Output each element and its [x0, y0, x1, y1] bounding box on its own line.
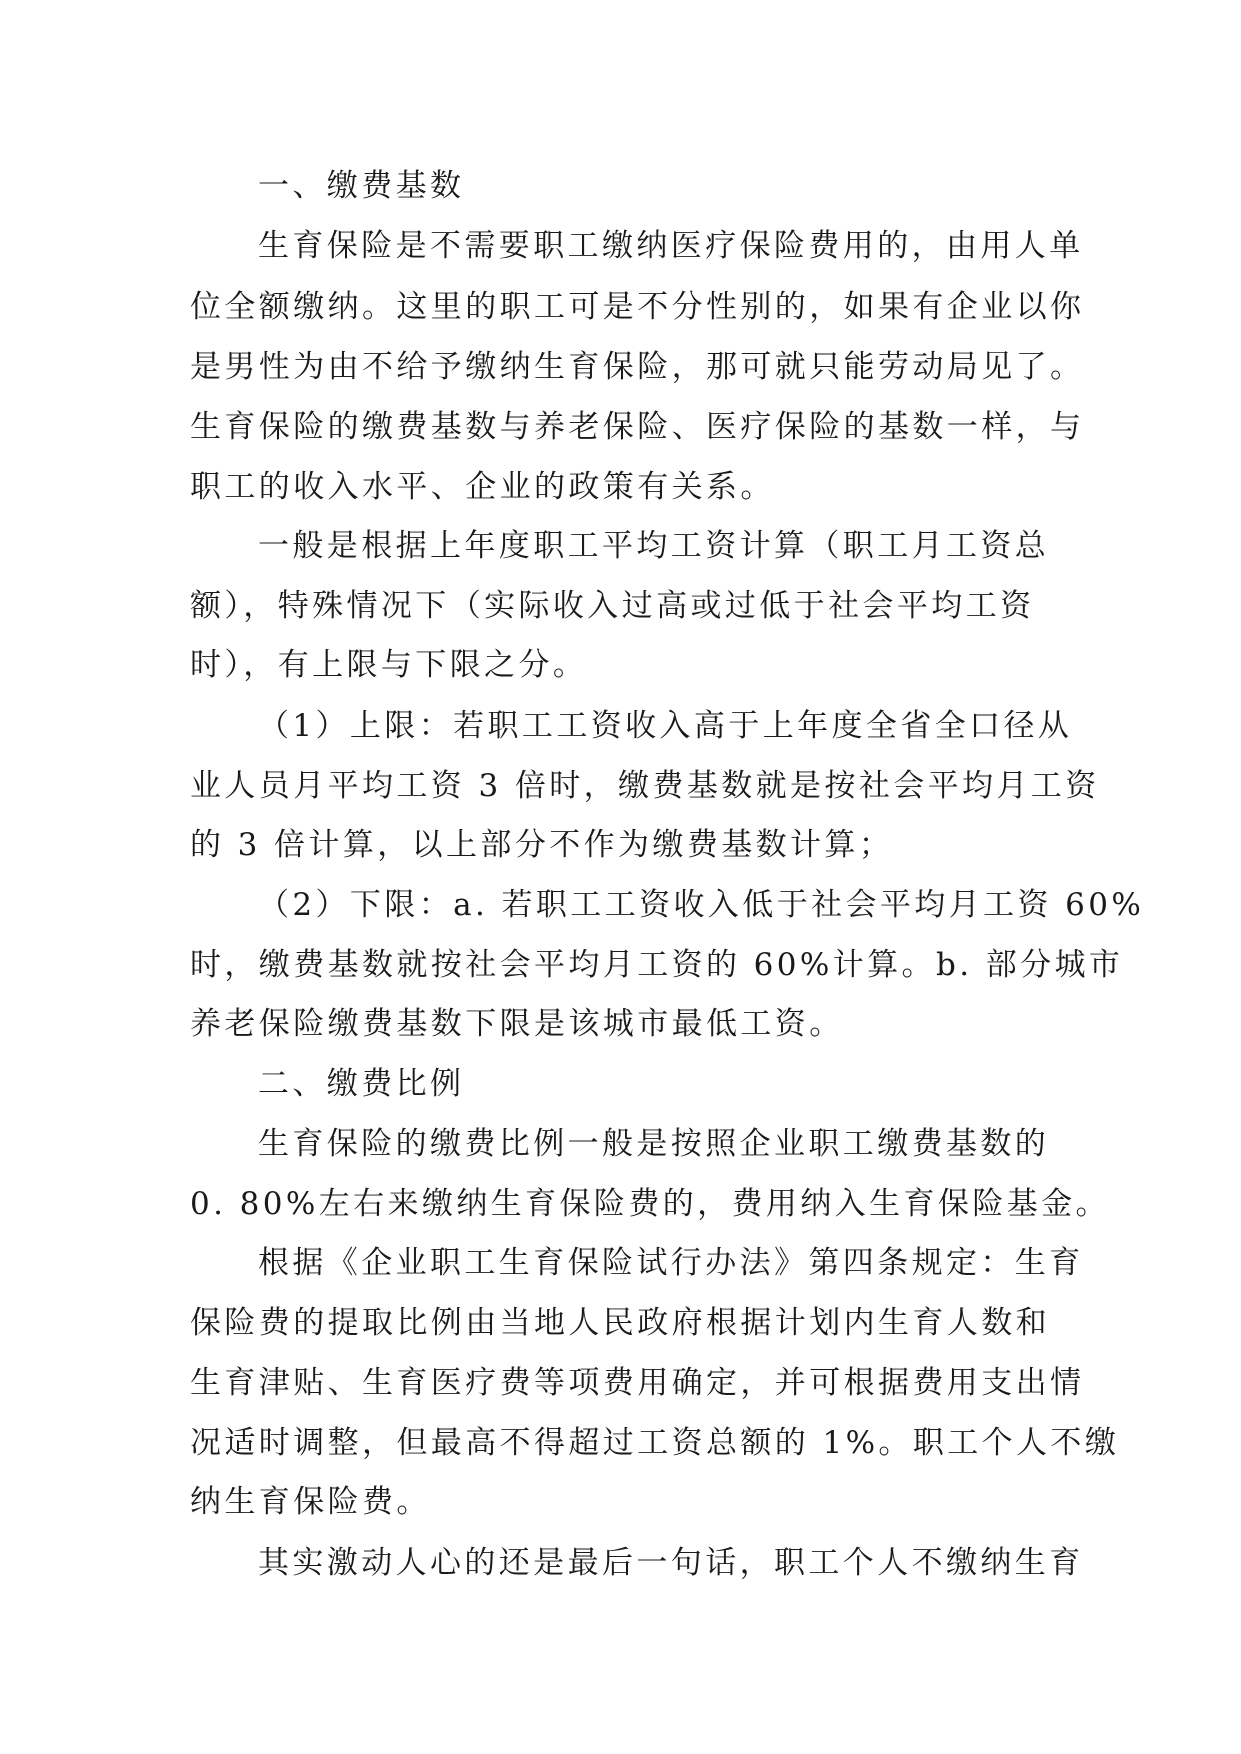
list-item-lower-limit: （2）下限：a. 若职工工资收入低于社会平均月工资 60%	[258, 887, 1145, 923]
paragraph-line: 保险费的提取比例由当地人民政府根据计划内生育人数和	[190, 1305, 1050, 1341]
paragraph-line: 一般是根据上年度职工平均工资计算（职工月工资总	[258, 528, 1050, 564]
paragraph-line: 况适时调整，但最高不得超过工资总额的 1%。职工个人不缴	[190, 1425, 1120, 1461]
paragraph-line: 职工的收入水平、企业的政策有关系。	[190, 469, 775, 505]
paragraph-line: 其实激动人心的还是最后一句话，职工个人不缴纳生育	[258, 1545, 1084, 1581]
paragraph-line: 生育保险的缴费基数与养老保险、医疗保险的基数一样，与	[190, 409, 1085, 445]
paragraph-line: 业人员月平均工资 3 倍时，缴费基数就是按社会平均月工资	[190, 768, 1100, 804]
section-heading-contribution-base: 一、缴费基数	[258, 168, 465, 204]
paragraph-line: 是男性为由不给予缴纳生育保险，那可就只能劳动局见了。	[190, 349, 1085, 385]
paragraph-line: 生育保险是不需要职工缴纳医疗保险费用的，由用人单	[258, 228, 1084, 264]
paragraph-line: 根据《企业职工生育保险试行办法》第四条规定：生育	[258, 1245, 1084, 1281]
paragraph-line: 纳生育保险费。	[190, 1484, 431, 1520]
paragraph-line: 额），特殊情况下（实际收入过高或过低于社会平均工资	[190, 588, 1035, 624]
paragraph-line: 生育保险的缴费比例一般是按照企业职工缴费基数的	[258, 1126, 1050, 1162]
paragraph-line: 0. 80%左右来缴纳生育保险费的，费用纳入生育保险基金。	[190, 1186, 1110, 1222]
section-heading-contribution-rate: 二、缴费比例	[258, 1066, 465, 1102]
paragraph-line: 时），有上限与下限之分。	[190, 647, 588, 683]
paragraph-line: 的 3 倍计算，以上部分不作为缴费基数计算；	[190, 827, 894, 863]
paragraph-line: 养老保险缴费基数下限是该城市最低工资。	[190, 1006, 844, 1042]
paragraph-line: 时，缴费基数就按社会平均月工资的 60%计算。b. 部分城市	[190, 947, 1124, 983]
paragraph-line: 生育津贴、生育医疗费等项费用确定，并可根据费用支出情	[190, 1365, 1085, 1401]
paragraph-line: 位全额缴纳。这里的职工可是不分性别的，如果有企业以你	[190, 289, 1085, 325]
list-item-upper-limit: （1）上限：若职工工资收入高于上年度全省全口径从	[258, 708, 1073, 744]
